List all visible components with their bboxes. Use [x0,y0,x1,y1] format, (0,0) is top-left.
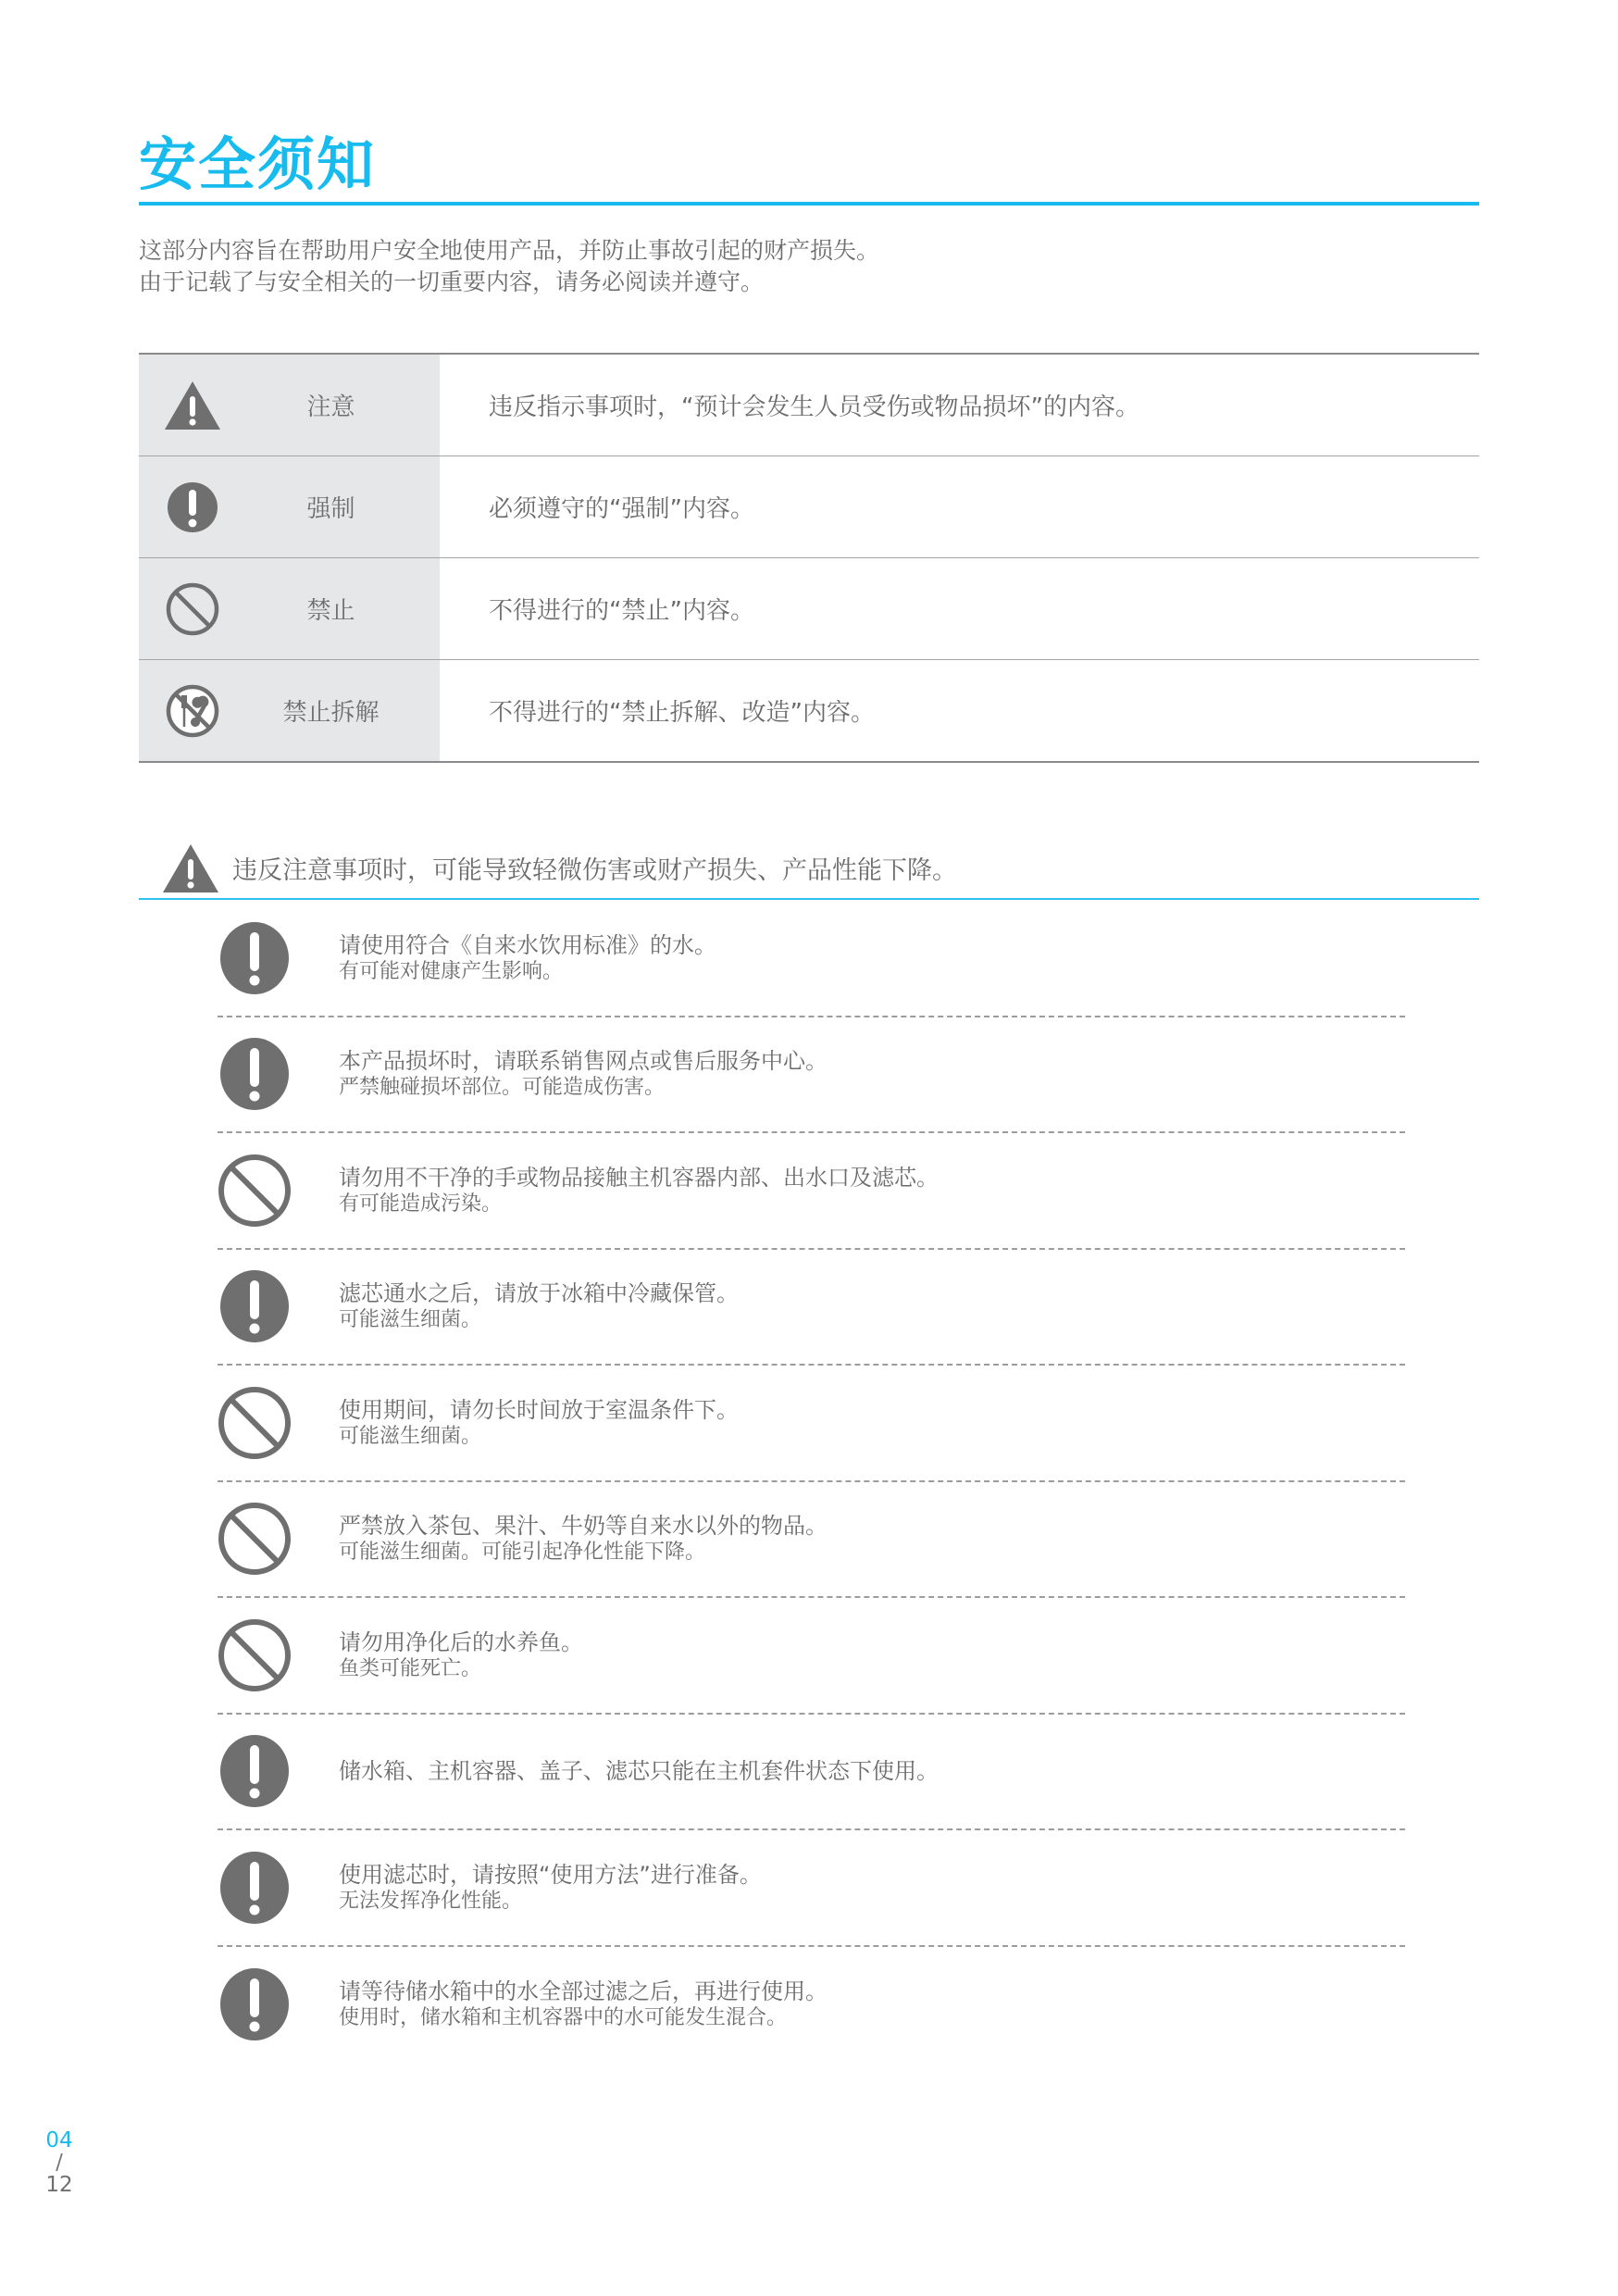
intro-line: 由于记载了与安全相关的一切重要内容，请务必阅读并遵守。 [139,268,765,295]
mandatory-exclamation-icon [218,1851,292,1925]
page-title: 安全须知 [139,131,377,198]
prohibited-icon [218,1502,292,1576]
prohibited-icon [218,1154,292,1228]
legend-description: 不得进行的“禁止拆解、改造”内容。 [489,699,875,727]
item-note: 无法发挥净化性能。 [339,1889,523,1913]
mandatory-exclamation-icon [218,1967,292,2041]
list-item [218,1482,1405,1599]
item-title: 使用期间，请勿长时间放于室温条件下。 [339,1396,739,1423]
total-pages: 12 [45,2173,73,2197]
legend-description: 违反指示事项时，“预计会发生人员受伤或物品损坏”的内容。 [489,393,1139,421]
item-note: 可能滋生细菌。可能引起净化性能下降。 [339,1541,706,1565]
prohibited-icon [218,1386,292,1460]
item-note: 可能滋生细菌。 [339,1308,482,1332]
warning-triangle-icon [162,842,221,896]
legend-row-no-disassembly [139,659,1479,761]
item-title: 储水箱、主机容器、盖子、滤芯只能在主机套件状态下使用。 [339,1758,939,1785]
legend-description: 必须遵守的“强制”内容。 [489,495,754,523]
caution-heading [139,833,1479,902]
current-page: 04 [45,2128,73,2152]
list-item [218,1715,1405,1831]
item-note: 使用时，储水箱和主机容器中的水可能发生混合。 [339,2006,788,2030]
list-item [218,1017,1405,1134]
no-disassembly-icon [163,681,222,741]
legend-row-mandatory [139,455,1479,557]
item-note: 有可能对健康产生影响。 [339,959,564,983]
prohibited-icon [163,580,222,639]
intro-line: 这部分内容旨在帮助用户安全地使用产品，并防止事故引起的财产损失。 [139,237,880,264]
mandatory-exclamation-icon [218,921,292,995]
list-item [218,1366,1405,1482]
item-note: 可能滋生细菌。 [339,1424,482,1448]
item-title: 严禁放入茶包、果汁、牛奶等自来水以外的物品。 [339,1513,828,1540]
mandatory-exclamation-icon [218,1269,292,1343]
mandatory-exclamation-icon [163,478,222,537]
item-title: 请勿用净化后的水养鱼。 [339,1628,583,1655]
title-divider [139,202,1479,206]
legend-row-caution [139,355,1479,455]
legend-label: 禁止拆解 [282,699,380,727]
item-title: 使用滤芯时，请按照“使用方法”进行准备。 [339,1861,762,1888]
prohibited-icon [218,1618,292,1692]
legend-row-prohibited [139,557,1479,659]
mandatory-exclamation-icon [218,1734,292,1808]
page-separator: / [56,2151,63,2175]
legend-label: 强制 [306,495,355,523]
item-title: 滤芯通水之后，请放于冰箱中冷藏保管。 [339,1280,739,1307]
item-title: 请等待储水箱中的水全部过滤之后，再进行使用。 [339,1978,828,2005]
legend-label: 注意 [306,393,355,421]
symbol-legend-table [139,353,1479,763]
item-title: 请勿用不干净的手或物品接触主机容器内部、出水口及滤芯。 [339,1164,939,1191]
item-note: 严禁触碰损坏部位。可能造成伤害。 [339,1076,666,1100]
list-item [218,1133,1405,1250]
caution-heading-text: 违反注意事项时，可能导致轻微伤害或财产损失、产品性能下降。 [232,855,957,885]
item-note: 有可能造成污染。 [339,1192,503,1216]
mandatory-exclamation-icon [218,1037,292,1111]
safety-items-list [218,901,1405,2063]
legend-label: 禁止 [306,597,355,625]
caution-divider [139,898,1479,900]
item-note: 鱼类可能死亡。 [339,1656,482,1680]
list-item [218,1598,1405,1715]
item-title: 本产品损坏时，请联系销售网点或售后服务中心。 [339,1048,828,1075]
page-number [41,2129,78,2196]
list-item [218,901,1405,1017]
warning-triangle-icon [163,376,222,435]
list-item [218,1830,1405,1947]
legend-description: 不得进行的“禁止”内容。 [489,597,754,625]
item-title: 请使用符合《自来水饮用标准》的水。 [339,931,716,958]
list-item [218,1250,1405,1366]
intro-paragraph [139,235,879,298]
list-item [218,1947,1405,2064]
